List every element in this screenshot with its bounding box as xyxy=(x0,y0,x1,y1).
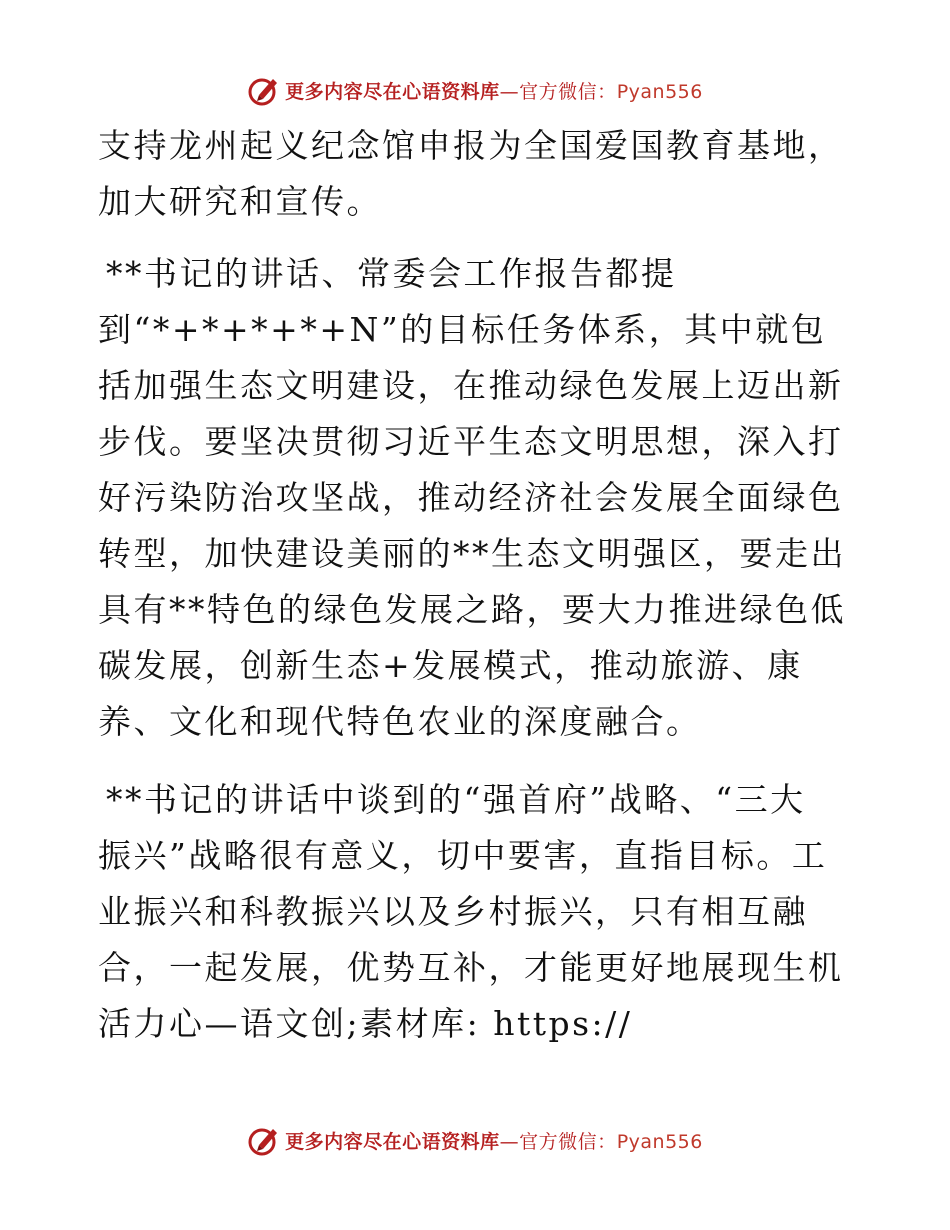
banner-text xyxy=(285,1127,703,1154)
paragraph-2-rest: 到“*+*+*+*+N”的目标任务体系，其中就包括加强生态文明建设，在推动绿色发展上迈出新步伐。要坚决贯彻习近平生态文明思想，深入打好污染防治攻坚战，推动经济社会发展全面绿色转型，加快建设美丽的**生态文明强区，要走出具有**特色的绿色发展之路，要大力推进绿色低碳发展，创新生态+发展模式，推动旅游、康养、文化和现代特色农业的深度融合。 xyxy=(98,310,846,741)
banner-wechat-id: Pyan556 xyxy=(616,80,703,103)
document-body xyxy=(98,118,850,1052)
footer-banner xyxy=(0,1120,950,1160)
banner-text xyxy=(285,77,703,104)
paragraph-2-lead: **书记的讲话、常委会工作报告都提 xyxy=(106,254,677,293)
banner-separator: — xyxy=(499,80,520,103)
pen-nib-logo-icon xyxy=(247,1123,281,1157)
header-banner xyxy=(0,70,950,110)
banner-main-text: 更多内容尽在心语资料库 xyxy=(285,1130,500,1153)
banner-wechat-label: 官方微信： xyxy=(519,80,617,103)
paragraph-3-lead: **书记的讲话中谈到的“强首府”战略、“三大 xyxy=(106,780,806,819)
banner-separator: — xyxy=(499,1130,520,1153)
banner-wechat-label: 官方微信： xyxy=(519,1130,617,1153)
paragraph-1: 支持龙州起义纪念馆申报为全国爱国教育基地，加大研究和宣传。 xyxy=(98,126,844,221)
banner-main-text: 更多内容尽在心语资料库 xyxy=(285,80,500,103)
banner-wechat-id: Pyan556 xyxy=(616,1130,703,1153)
pen-nib-logo-icon xyxy=(247,73,281,107)
paragraph-3 xyxy=(98,772,850,1052)
paragraph-2 xyxy=(98,246,850,750)
paragraph-3-rest: 振兴”战略很有意义，切中要害，直指目标。工业振兴和科教振兴以及乡村振兴，只有相互融合，一起发展，优势互补，才能更好地展现生机活力心—语文创;素材库: https:// xyxy=(98,836,844,1043)
